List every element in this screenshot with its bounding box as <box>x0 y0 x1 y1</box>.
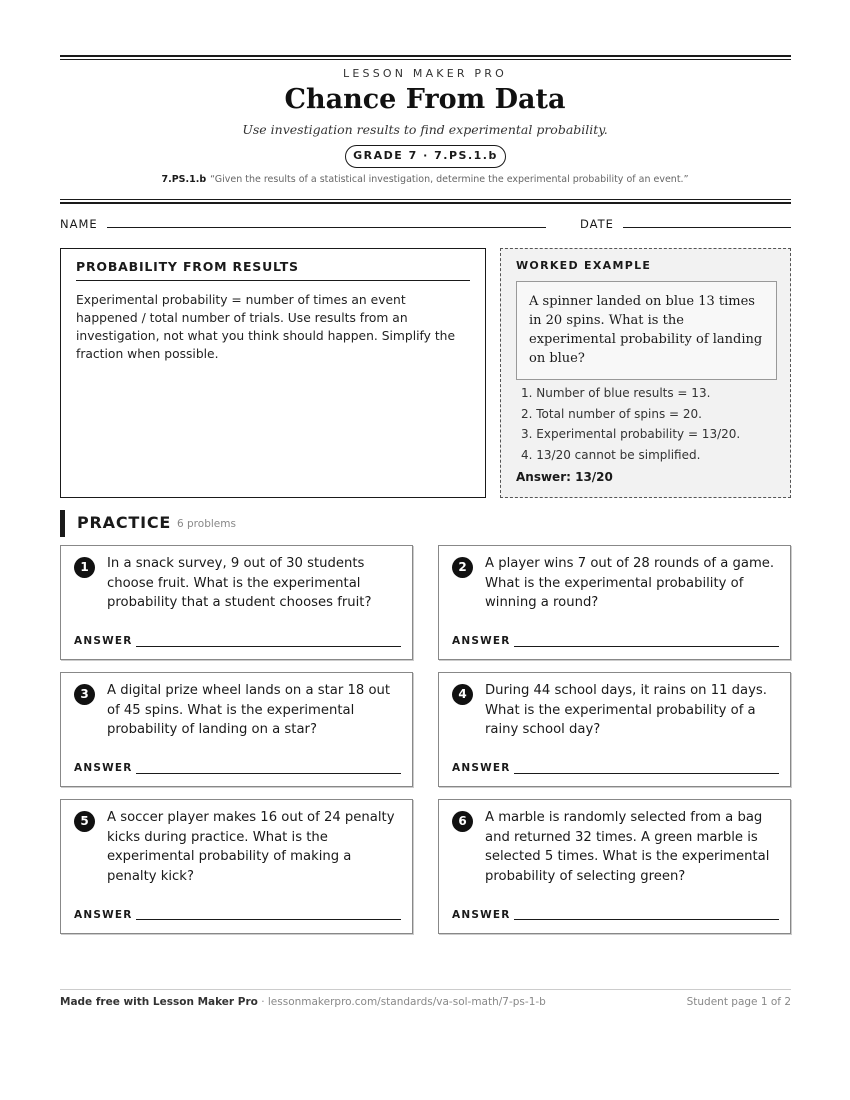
answer-label: ANSWER <box>74 909 133 921</box>
page-title: Chance From Data <box>284 84 566 115</box>
standard-code: 7.PS.1.b <box>161 174 207 185</box>
problem-card-4 <box>438 672 791 787</box>
footer-made-with: Made free with Lesson Maker Pro <box>60 996 258 1008</box>
worked-example-step: 3. Experimental probability = 13/20. <box>521 427 741 441</box>
footer-credit <box>60 996 546 1008</box>
problem-text: A soccer player makes 16 out of 24 penalty kicks during practice. What is the experimental probability of making a penalty kick? <box>107 810 395 884</box>
name-label: NAME <box>60 217 98 231</box>
footer-rule <box>60 989 791 990</box>
practice-count: 6 problems <box>177 518 236 530</box>
worked-example-step: 1. Number of blue results = 13. <box>521 386 711 400</box>
worked-example-steps <box>521 383 787 465</box>
concept-body: Experimental probability = number of times an event happened / total number of trials. Use results from an investigation, not what you think should happen. Simplify the fraction when possible. <box>76 293 456 361</box>
worked-example-step: 2. Total number of spins = 20. <box>521 406 702 421</box>
header-rule-top-thin <box>60 59 791 60</box>
answer-label: ANSWER <box>452 909 511 921</box>
problem-number: 4 <box>452 684 473 705</box>
problem-number: 2 <box>452 557 473 578</box>
practice-accent-bar <box>60 510 65 537</box>
concept-heading: PROBABILITY FROM RESULTS <box>76 259 470 281</box>
answer-field-3[interactable] <box>136 773 401 774</box>
answer-field-1[interactable] <box>136 646 401 647</box>
answer-field-4[interactable] <box>514 773 779 774</box>
worked-example-heading: WORKED EXAMPLE <box>516 259 652 272</box>
problem-card-6 <box>438 799 791 934</box>
footer-page-number: Student page 1 of 2 <box>686 996 791 1008</box>
answer-label: ANSWER <box>74 635 133 647</box>
problem-card-3 <box>60 672 413 787</box>
header-rule-top <box>60 55 791 57</box>
date-field[interactable] <box>623 227 791 228</box>
problem-number: 3 <box>74 684 95 705</box>
problem-text: A player wins 7 out of 28 rounds of a game. What is the experimental probability of winning a round? <box>485 556 775 610</box>
standard-text: “Given the results of a statistical investigation, determine the experimental probability of an event.” <box>210 174 689 185</box>
worked-example-problem: A spinner landed on blue 13 times in 20 spins. What is the experimental probability of landing on blue? <box>516 281 777 380</box>
problem-number: 5 <box>74 811 95 832</box>
header-rule-bottom <box>60 202 791 204</box>
problem-card-5 <box>60 799 413 934</box>
problem-text: In a snack survey, 9 out of 30 students choose fruit. What is the experimental probability that a student chooses fruit? <box>107 556 372 610</box>
worked-example-box <box>500 248 791 498</box>
grade-badge: GRADE 7 · 7.PS.1.b <box>345 145 506 168</box>
answer-label: ANSWER <box>452 762 511 774</box>
name-field[interactable] <box>107 227 546 228</box>
worked-example-step: 4. 13/20 cannot be simplified. <box>521 447 701 462</box>
answer-field-6[interactable] <box>514 919 779 920</box>
problem-number: 6 <box>452 811 473 832</box>
worked-example-answer: Answer: 13/20 <box>516 470 613 484</box>
problem-text: During 44 school days, it rains on 11 days. What is the experimental probability of a rainy school day? <box>485 683 767 737</box>
problem-number: 1 <box>74 557 95 578</box>
concept-box <box>60 248 486 498</box>
problem-card-2 <box>438 545 791 660</box>
answer-label: ANSWER <box>452 635 511 647</box>
answer-field-5[interactable] <box>136 919 401 920</box>
page-subtitle: Use investigation results to find experimental probability. <box>242 122 608 137</box>
footer-url[interactable]: · lessonmakerpro.com/standards/va-sol-math/7-ps-1-b <box>257 996 546 1008</box>
problem-text: A digital prize wheel lands on a star 18 out of 45 spins. What is the experimental probability of landing on a star? <box>107 683 391 737</box>
standard-statement <box>0 174 850 185</box>
header-rule-bottom-thin <box>60 199 791 200</box>
problem-text: A marble is randomly selected from a bag and returned 32 times. A green marble is selected 5 times. What is the experimental probability of selecting green? <box>485 810 770 884</box>
brand-name: LESSON MAKER PRO <box>343 67 507 80</box>
problem-card-1 <box>60 545 413 660</box>
answer-field-2[interactable] <box>514 646 779 647</box>
date-label: DATE <box>580 217 614 231</box>
answer-label: ANSWER <box>74 762 133 774</box>
practice-title: PRACTICE <box>77 513 172 532</box>
